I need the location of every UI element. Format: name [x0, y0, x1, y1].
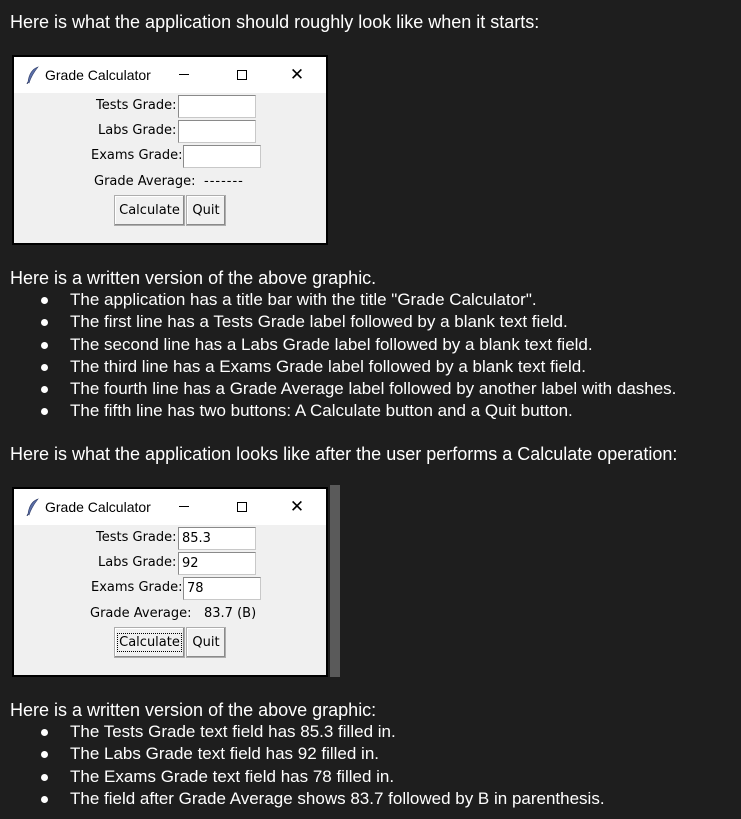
quit-button[interactable]	[186, 195, 226, 226]
list-item: The application has a title bar with the title "Grade Calculator".	[0, 289, 676, 311]
grade-average-row	[14, 603, 326, 626]
title-bar[interactable]	[14, 489, 326, 525]
grade-average-value: -------	[204, 174, 244, 189]
written-version-heading-1: Here is a written version of the above graphic.	[10, 268, 377, 288]
grade-calculator-window-after	[12, 487, 328, 677]
list-item: The fifth line has two buttons: A Calculate button and a Quit button.	[0, 400, 676, 422]
calculate-button[interactable]	[114, 627, 185, 658]
grade-average-value: 83.7 (B)	[204, 606, 257, 621]
grade-average-label: Grade Average:	[94, 174, 196, 189]
list-item: The fourth line has a Grade Average label followed by another label with dashes.	[0, 378, 676, 400]
tests-grade-row	[14, 527, 326, 550]
labs-grade-row	[14, 120, 326, 143]
written-version-heading-2: Here is a written version of the above graphic:	[10, 700, 377, 720]
exams-grade-input[interactable]	[183, 145, 261, 168]
after-calculate-text: Here is what the application looks like after the user performs a Calculate operation:	[10, 444, 678, 464]
grade-calculator-window-initial	[12, 55, 328, 245]
list-item: The second line has a Labs Grade label followed by a blank text field.	[0, 334, 676, 356]
written-version-list-2	[0, 721, 605, 810]
calculate-button[interactable]	[114, 195, 185, 226]
quit-button-label: Quit	[192, 635, 220, 650]
tests-grade-label: Tests Grade:	[96, 530, 177, 545]
tests-grade-input[interactable]	[178, 95, 256, 118]
written-version-list-1	[0, 289, 676, 423]
list-item: The Exams Grade text field has 78 filled in.	[0, 766, 605, 788]
quit-button-label: Quit	[192, 203, 220, 218]
tests-grade-input[interactable]: 85.3	[178, 527, 256, 550]
window-title: Grade Calculator	[45, 67, 151, 83]
list-item: The Tests Grade text field has 85.3 filled in.	[0, 721, 605, 743]
quit-button[interactable]	[186, 627, 226, 658]
labs-grade-input[interactable]: 92	[178, 552, 256, 575]
labs-grade-label: Labs Grade:	[98, 555, 177, 570]
intro-text: Here is what the application should roughly look like when it starts:	[10, 12, 540, 32]
calculate-button-label: Calculate	[119, 635, 180, 650]
feather-icon	[26, 498, 40, 516]
title-bar[interactable]	[14, 57, 326, 93]
list-item: The first line has a Tests Grade label followed by a blank text field.	[0, 311, 676, 333]
scrollbar[interactable]	[330, 485, 340, 677]
feather-icon	[26, 66, 40, 84]
exams-grade-label: Exams Grade:	[91, 580, 183, 595]
minimize-icon[interactable]	[179, 506, 189, 507]
close-icon[interactable]: ✕	[289, 65, 305, 85]
maximize-icon[interactable]	[237, 502, 247, 512]
window-title: Grade Calculator	[45, 499, 151, 515]
exams-grade-label: Exams Grade:	[91, 148, 183, 163]
calculate-button-label: Calculate	[119, 203, 180, 218]
grade-average-label: Grade Average:	[90, 606, 192, 621]
minimize-icon[interactable]	[179, 74, 189, 75]
tests-grade-row	[14, 95, 326, 118]
exams-grade-row	[14, 145, 326, 168]
grade-average-row	[14, 171, 326, 194]
list-item: The field after Grade Average shows 83.7 followed by B in parenthesis.	[0, 788, 605, 810]
maximize-icon[interactable]	[237, 70, 247, 80]
labs-grade-input[interactable]	[178, 120, 256, 143]
labs-grade-row	[14, 552, 326, 575]
list-item: The third line has a Exams Grade label followed by a blank text field.	[0, 356, 676, 378]
tests-grade-label: Tests Grade:	[96, 98, 177, 113]
exams-grade-row	[14, 577, 326, 600]
list-item: The Labs Grade text field has 92 filled in.	[0, 743, 605, 765]
close-icon[interactable]: ✕	[289, 497, 305, 517]
labs-grade-label: Labs Grade:	[98, 123, 177, 138]
exams-grade-input[interactable]: 78	[183, 577, 261, 600]
